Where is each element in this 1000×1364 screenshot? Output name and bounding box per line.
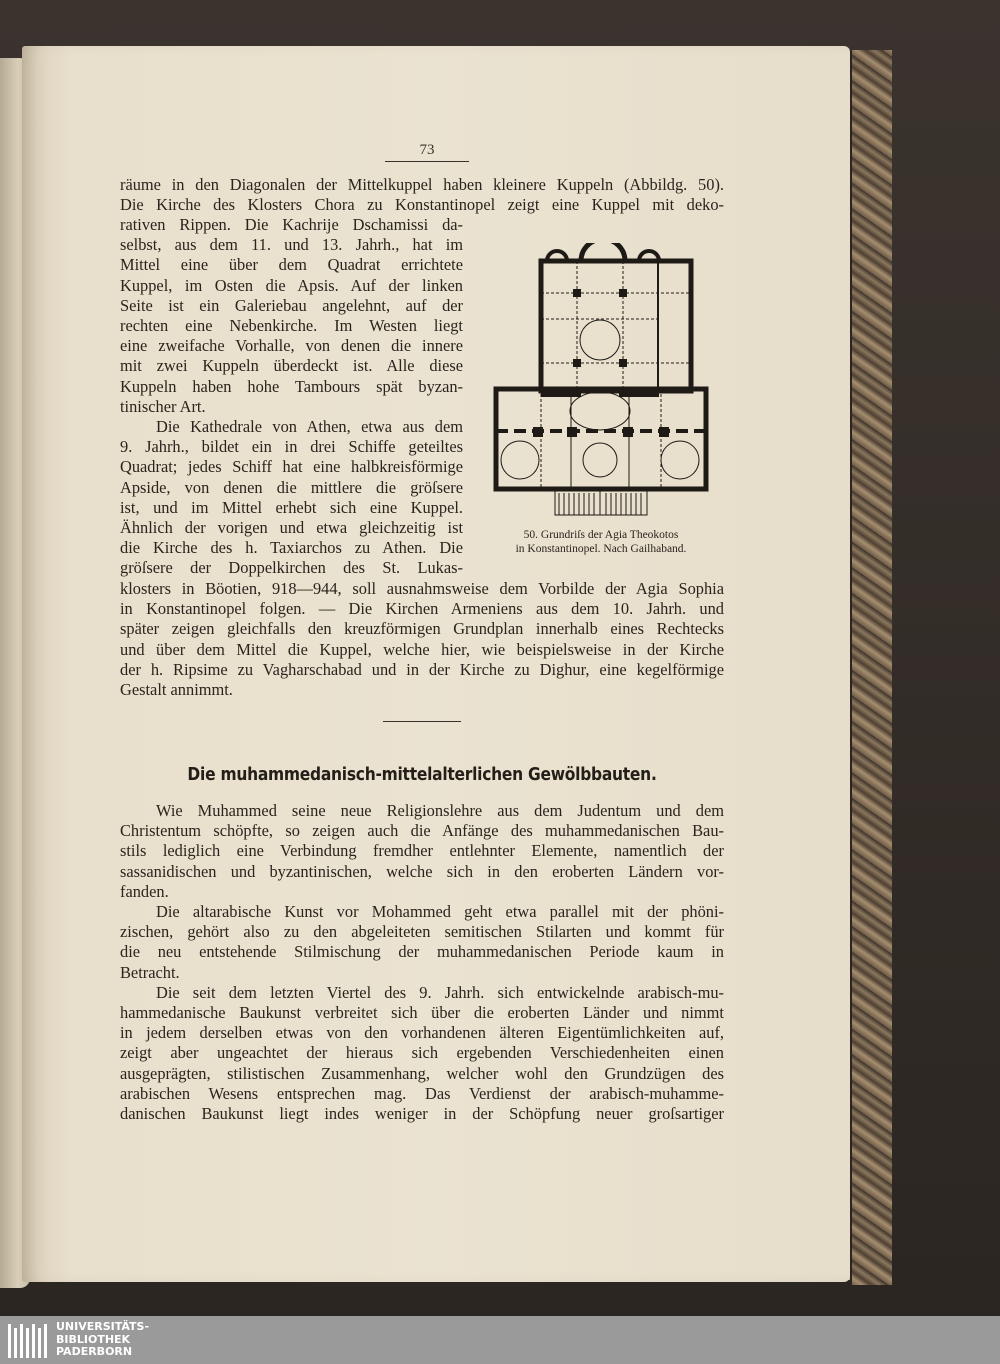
library-logo-text — [56, 1321, 149, 1359]
marbled-cover — [846, 50, 892, 1285]
text-line: hammedanische Baukunst verbreitet sich über die eroberten Länder und nimmt — [120, 1003, 724, 1023]
text-line: mit zwei Kuppeln überdeckt ist. Alle diese — [120, 356, 463, 376]
logo-line: BIBLIOTHEK — [56, 1332, 131, 1346]
text-line: später zeigen gleichfalls den kreuzförmigen Grundplan innerhalb eines Rechtecks — [120, 619, 724, 639]
text-line: die neu entstehende Stilmischung der muhammedanischen Periode kaum in — [120, 942, 724, 962]
logo-line: UNIVERSITÄTS- — [56, 1320, 150, 1333]
library-footer — [0, 1316, 1000, 1364]
section-body — [120, 801, 724, 1124]
text-line: Apside, von denen die mittlere die gröſsere — [120, 477, 463, 497]
text-line: Die Kirche des Klosters Chora zu Konstantinopel zeigt eine Kuppel mit deko- — [120, 195, 724, 215]
text-line: zischen, gehört also zu den abgeleiteten semitischen Stilarten und kommt für — [120, 922, 724, 942]
text-line: Die altarabische Kunst vor Mohammed geht etwa parallel mit der phöni- — [156, 902, 724, 922]
text-line: eine zweifache Vorhalle, von denen die innere — [120, 336, 463, 356]
text-line: und über dem Mittel die Kuppel, welche hier, wie beispielsweise in der Kirche — [120, 639, 724, 659]
text-line: danischen Baukunst liegt indes weniger in der Schöpfung neuer groſsartiger — [120, 1104, 724, 1124]
text-line: räume in den Diagonalen der Mittelkuppel haben kleinere Kuppeln (Abbildg. 50). — [120, 175, 724, 194]
text-line: sassanidischen und byzantinischen, welche sich in den eroberten Ländern vor- — [120, 861, 724, 881]
paragraph-top — [120, 175, 724, 215]
caption-line: 50. Grundriſs der Agia Theokotos — [523, 529, 679, 541]
text-line: in Konstantinopel folgen. — Die Kirchen Armeniens aus dem 10. Jahrh. und — [120, 599, 724, 619]
text-line: gröſsere der Doppelkirchen des St. Lukas- — [120, 558, 463, 578]
paragraph-beside-figure — [120, 215, 463, 579]
text-line: tinischer Art. — [120, 396, 206, 416]
section-separator — [383, 721, 461, 722]
text-line: 9. Jahrh., bildet ein in drei Schiffe geteiltes — [120, 437, 463, 457]
text-line: zeigt aber ungeachtet der hieraus sich ergebenden Verschiedenheiten einen — [120, 1043, 724, 1063]
text-line: Seite ist ein Galeriebau angelehnt, auf der — [120, 295, 463, 315]
text-line: Betracht. — [120, 962, 180, 982]
text-line: Die seit dem letzten Viertel des 9. Jahrh. sich entwickelnde arabisch-mu- — [156, 982, 724, 1002]
text-line: Christentum schöpfte, so zeigen auch die Anfänge des muhammedanischen Bau- — [120, 821, 724, 841]
caption-line: in Konstantinopel. Nach Gailhaband. — [515, 543, 687, 555]
floor-plan-drawing — [493, 243, 709, 518]
text-line: arabischen Wesens entsprechen mag. Das Verdienst der arabisch-muhamme- — [120, 1083, 724, 1103]
library-logo-icon — [6, 1320, 50, 1360]
text-line: Kuppeln haben hohe Tambours spät byzan- — [120, 376, 463, 396]
text-line: Die Kathedrale von Athen, etwa aus dem — [156, 417, 463, 437]
page-number: 73 — [385, 140, 469, 162]
figure-caption — [478, 528, 724, 556]
text-line: stils lediglich eine Verbindung fremdher entlehnter Elemente, namentlich der — [120, 841, 724, 861]
text-line: in jedem derselben etwas von den vorhandenen älteren Eigentümlichkeiten auf, — [120, 1023, 724, 1043]
floor-plan-figure — [493, 243, 709, 518]
paragraph-bottom — [120, 579, 724, 700]
text-line: Kuppel, im Osten die Apsis. Auf der linken — [120, 275, 463, 295]
logo-line: PADERBORN — [56, 1345, 133, 1359]
text-line: Ähnlich der vorigen und etwa gleichzeitig ist — [120, 518, 463, 538]
text-line: fanden. — [120, 881, 169, 901]
section-title: Die muhammedanisch-mittelalterlichen Gewölbbauten. — [187, 764, 657, 785]
text-line: rativen Rippen. Die Kachrije Dschamissi da- — [120, 215, 463, 234]
text-line: Quadrat; jedes Schiff hat eine halbkreisförmige — [120, 457, 463, 477]
text-line: der h. Ripsime zu Vagharschabad und in der Kirche zu Dighur, eine kegelförmige — [120, 659, 724, 679]
text-line: ausgeprägten, stilistischen Zusammenhang, welcher wohl den Grundzügen des — [120, 1063, 724, 1083]
text-line: rechten eine Nebenkirche. Im Westen liegt — [120, 316, 463, 336]
text-line: Mittel eine über dem Quadrat errichtete — [120, 255, 463, 275]
text-line: Gestalt annimmt. — [120, 680, 233, 700]
text-line: klosters in Böotien, 918—944, soll ausnahmsweise dem Vorbilde der Agia Sophia — [120, 579, 724, 598]
text-line: selbst, aus dem 11. und 13. Jahrh., hat im — [120, 235, 463, 255]
text-line: Wie Muhammed seine neue Religionslehre aus dem Judentum und dem — [156, 801, 724, 820]
text-line: ist, und im Mittel erhebt sich eine Kuppel. — [120, 497, 463, 517]
text-line: die Kirche des h. Taxiarchos zu Athen. Die — [120, 538, 463, 558]
